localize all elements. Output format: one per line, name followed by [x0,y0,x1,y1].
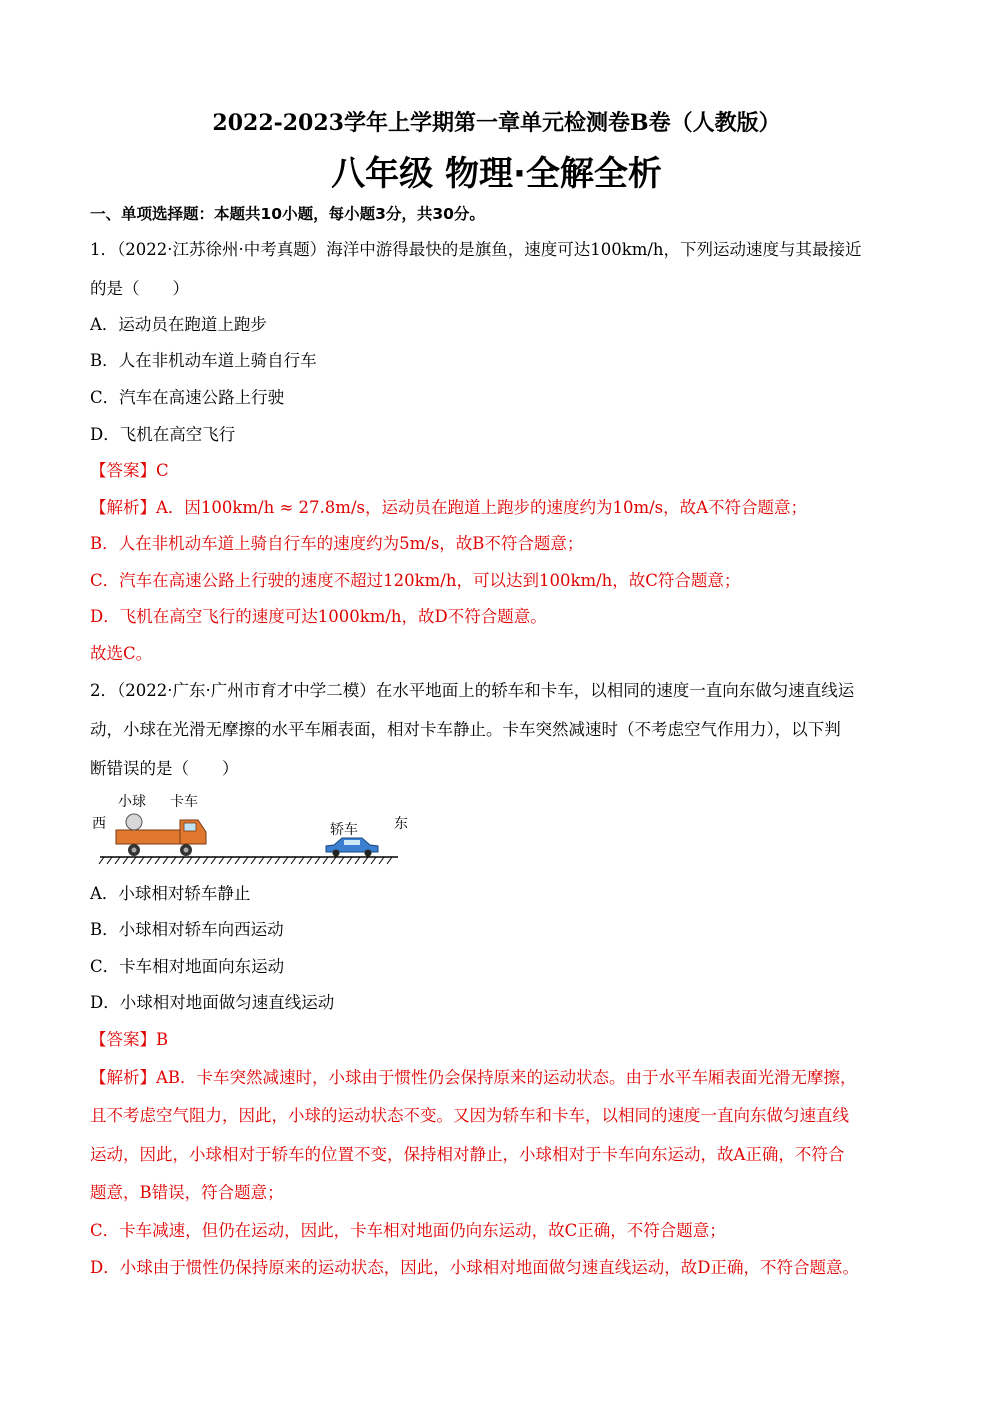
truck-label: 卡车 [170,794,198,810]
ball-icon [126,814,142,830]
q2-explanation-line2: 且不考虑空气阻力，因此，小球的运动状态不变。又因为轿车和卡车，以相同的速度一直向东做匀速直线 [90,1106,849,1125]
q2-explanation-c: C．卡车减速，但仍在运动，因此，卡车相对地面仍向东运动，故C正确，不符合题意； [90,1221,726,1240]
q2-explanation-line4: 题意，B错误，符合题意； [90,1183,284,1202]
q2-explanation-line1: 【解析】AB．卡车突然减速时，小球由于惯性仍会保持原来的运动状态。由于水平车厢表面光滑无摩擦， [90,1068,857,1087]
section-heading: 一、单项选择题：本题共10小题，每小题3分，共30分。 [90,205,485,223]
document-title: 2022-2023学年上学期第一章单元检测卷B卷（人教版） [212,110,781,136]
q1-explanation-a: 【解析】A．因100km/h ≈ 27.8m/s，运动员在跑道上跑步的速度约为10m/s，故A不符合题意； [90,498,808,517]
q2-stem-line2: 动，小球在光滑无摩擦的水平车厢表面，相对卡车静止。卡车突然减速时（不考虑空气作用力），以下判 [90,720,841,739]
west-label: 西 [92,816,106,832]
q1-option-c: C．汽车在高速公路上行驶 [90,388,285,407]
q1-answer: 【答案】C [90,461,169,480]
q2-option-a: A．小球相对轿车静止 [90,884,251,903]
q2-option-b: B．小球相对轿车向西运动 [90,920,284,939]
car-icon [326,838,378,857]
q1-option-b: B．人在非机动车道上骑自行车 [90,351,317,370]
q1-explanation-b: B．人在非机动车道上骑自行车的速度约为5m/s，故B不符合题意； [90,534,584,553]
ground-line [99,857,398,864]
q1-stem-line1: 1．（2022·江苏徐州·中考真题）海洋中游得最快的是旗鱼，速度可达100km/h，下列运动速度与其最接近 [90,240,862,259]
q2-explanation-d: D．小球由于惯性仍保持原来的运动状态，因此，小球相对地面做匀速直线运动，故D正确，不符合题意。 [90,1258,859,1277]
q1-explanation-d: D．飞机在高空飞行的速度可达1000km/h，故D不符合题意。 [90,607,547,626]
truck-car-figure [90,788,420,868]
car-label: 轿车 [330,822,358,838]
east-label: 东 [394,816,408,832]
q1-conclusion: 故选C。 [90,644,153,663]
q2-stem-line3: 断错误的是（ ） [90,759,239,778]
document-subtitle: 八年级 物理·全解全析 [331,154,662,194]
q2-explanation-line3: 运动，因此，小球相对于轿车的位置不变，保持相对静止，小球相对于卡车向东运动，故A正确，不符合 [90,1145,845,1164]
q1-stem-line2: 的是（ ） [90,279,189,298]
q1-option-a: A．运动员在跑道上跑步 [90,315,267,334]
q2-option-d: D．小球相对地面做匀速直线运动 [90,993,335,1012]
ball-label: 小球 [118,794,146,810]
q2-option-c: C．卡车相对地面向东运动 [90,957,285,976]
q2-stem-line1: 2．（2022·广东·广州市育才中学二模）在水平地面上的轿车和卡车，以相同的速度一直向东做匀速直线运 [90,681,855,700]
q1-explanation-c: C．汽车在高速公路上行驶的速度不超过120km/h，可以达到100km/h，故C符合题意； [90,571,741,590]
q2-answer: 【答案】B [90,1030,169,1049]
q1-option-d: D．飞机在高空飞行 [90,425,236,444]
